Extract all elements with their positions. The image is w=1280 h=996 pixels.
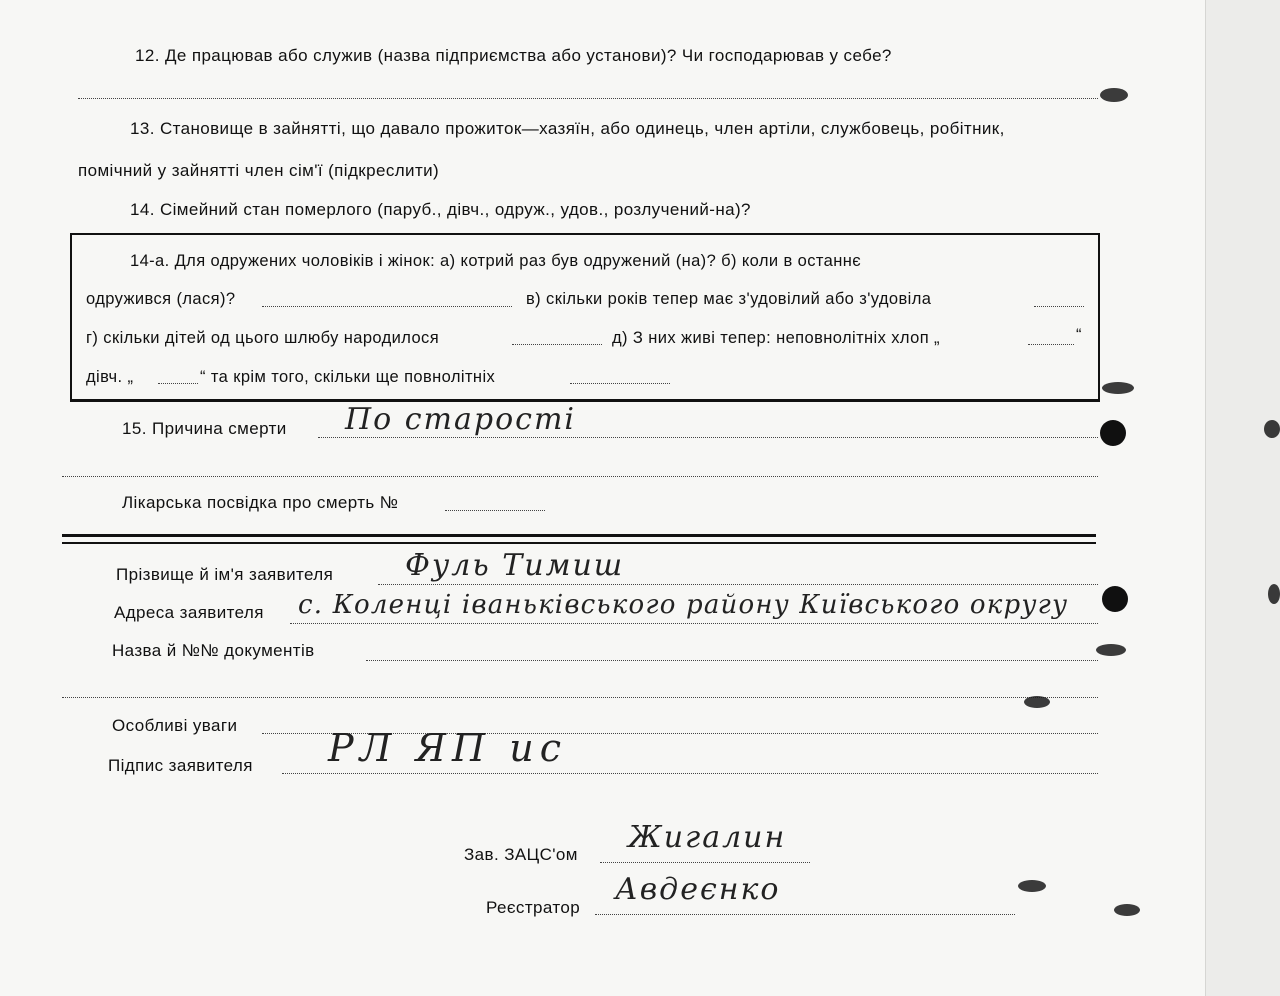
medical-certificate-label: Лікарська посвідка про смерть №: [122, 493, 399, 512]
tear-mark: [1102, 382, 1134, 394]
divider-rule-bottom: [62, 542, 1096, 544]
tear-mark: [1018, 880, 1046, 892]
answer-line-14a-children: [512, 344, 602, 345]
zags-head-label: Зав. ЗАЦС'ом: [464, 845, 578, 864]
next-page-edge: [1205, 0, 1280, 996]
applicant-signature-label: Підпис заявителя: [108, 756, 253, 775]
question-13-line1: 13. Становище в зайнятті, що давало прожиток—хазяїн, або одинець, член артіли, службовець, робітник,: [130, 119, 1005, 138]
answer-line-medical: [445, 510, 545, 511]
question-14a-line2a: одружився (лася)?: [86, 290, 236, 308]
answer-line-documents: [366, 660, 1098, 661]
punch-hole: [1102, 586, 1128, 612]
registrar-signature: Авдеєнко: [615, 872, 781, 907]
answer-line-registrar: [595, 914, 1015, 915]
punch-hole: [1100, 420, 1126, 446]
question-14a-quote: “: [1076, 326, 1082, 344]
question-14a-line1: 14-а. Для одружених чоловіків і жінок: а) котрий раз був одружений (на)? б) коли в останнє: [130, 252, 862, 270]
answer-line-15b: [62, 476, 1098, 477]
documents-label: Назва й №№ документів: [112, 641, 315, 660]
question-14a-line2b: в) скільки років тепер має з'удовілий або з'удовіла: [526, 290, 932, 308]
special-notes-label: Особливі уваги: [112, 716, 238, 735]
tear-mark: [1114, 904, 1140, 916]
answer-line-14a-adults: [570, 383, 670, 384]
tear-mark: [1096, 644, 1126, 656]
question-14a-line3a: г) скільки дітей од цього шлюбу народилося: [86, 329, 440, 347]
question-13-line2: помічний у зайнятті член сім'ї (підкреслити): [78, 161, 440, 180]
answer-line-15: [318, 437, 1098, 438]
applicant-address-handwriting: с. Коленці іваньківського району Київського округу: [298, 590, 1069, 620]
zags-head-signature: Жигалин: [628, 820, 787, 855]
applicant-address-label: Адреса заявителя: [114, 603, 264, 622]
tear-mark: [1264, 420, 1280, 438]
question-14: 14. Сімейний стан померлого (паруб., дівч., одруж., удов., розлучений-на)?: [130, 200, 751, 219]
answer-line-zags-head: [600, 862, 810, 863]
cause-of-death-handwriting: По старості: [345, 402, 577, 437]
answer-line-signature: [282, 773, 1098, 774]
tear-mark: [1268, 584, 1280, 604]
divider-rule-top: [62, 534, 1096, 537]
answer-line-applicant-address: [290, 623, 1098, 624]
question-14a-line4a: дівч. „: [86, 368, 134, 386]
answer-line-14a-girls: [158, 383, 198, 384]
answer-line-applicant-name: [378, 584, 1098, 585]
question-14a-line4b: “ та крім того, скільки ще повнолітніх: [200, 368, 496, 386]
applicant-name-label: Прізвище й ім'я заявителя: [116, 565, 334, 584]
applicant-name-handwriting: Фуль Тимиш: [405, 548, 625, 583]
answer-line-14a-years: [1034, 306, 1084, 307]
registrar-label: Реєстратор: [486, 898, 581, 917]
tear-mark: [1024, 696, 1050, 708]
answer-line-14a-married: [262, 306, 512, 307]
question-15-label: 15. Причина смерти: [122, 419, 287, 438]
answer-line-14a-boys: [1028, 344, 1074, 345]
question-14a-line3b: д) З них живі тепер: неповнолітніх хлоп „: [612, 329, 940, 347]
answer-line-documents-2: [62, 697, 1098, 698]
question-12: 12. Де працював або служив (назва підприємства або установи)? Чи господарював у себе?: [135, 46, 892, 65]
tear-mark: [1100, 88, 1128, 102]
answer-line-12: [78, 98, 1098, 99]
applicant-signature: РЛ ЯП ис: [328, 726, 568, 770]
